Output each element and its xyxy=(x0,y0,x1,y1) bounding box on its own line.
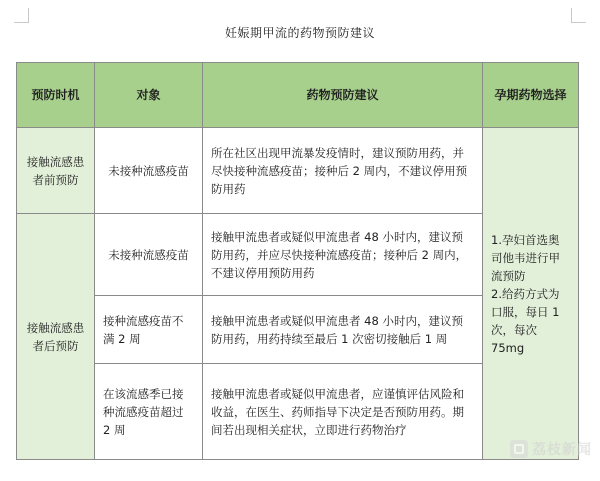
drug-choice-line-2: 2.给药方式为口服，每日 1 次，每次 75mg xyxy=(491,286,560,355)
cell-timing-before: 接触流感患者前预防 xyxy=(17,128,95,214)
document-title: 妊娠期甲流的药物预防建议 xyxy=(224,26,375,40)
cell-timing-after: 接触流感患者后预防 xyxy=(17,214,95,460)
cell-target: 未接种流感疫苗 xyxy=(95,128,203,214)
table-row xyxy=(17,128,579,214)
cell-target: 在该流感季已接种流感疫苗超过 2 周 xyxy=(95,364,203,460)
cell-drug-choice xyxy=(483,128,579,460)
drug-choice-line-1: 1.孕妇首选奥司他韦进行甲流预防 xyxy=(491,232,560,283)
header-choice: 孕期药物选择 xyxy=(483,63,579,128)
cell-advice: 接触甲流患者或疑似甲流患者 48 小时内，建议预防用药，用药持续至最后 1 次密切接触后 1 周 xyxy=(203,296,483,364)
table-header-row xyxy=(17,63,579,128)
cell-advice: 接触甲流患者或疑似甲流患者，应谨慎评估风险和收益，在医生、药师指导下决定是否预防用药。期间若出现相关症状，立即进行药物治疗 xyxy=(203,364,483,460)
watermark xyxy=(510,439,592,459)
header-timing: 预防时机 xyxy=(17,63,95,128)
header-target: 对象 xyxy=(95,63,203,128)
cell-target: 接种流感疫苗不满 2 周 xyxy=(95,296,203,364)
prevention-table xyxy=(16,62,579,460)
header-advice: 药物预防建议 xyxy=(203,63,483,128)
cell-advice: 所在社区出现甲流暴发疫情时，建议预防用药，并尽快接种流感疫苗；接种后 2 周内，不建议停用预防用药 xyxy=(203,128,483,214)
watermark-text: 荔枝新闻 xyxy=(532,442,592,458)
page-corner-mark-left xyxy=(14,8,29,23)
page-corner-mark-right xyxy=(571,8,586,23)
cell-advice: 接触甲流患者或疑似甲流患者 48 小时内，建议预防用药，并应尽快接种流感疫苗；接种后 2 周内，不建议停用预防用药 xyxy=(203,214,483,296)
cell-target: 未接种流感疫苗 xyxy=(95,214,203,296)
watermark-logo-icon xyxy=(510,440,528,458)
